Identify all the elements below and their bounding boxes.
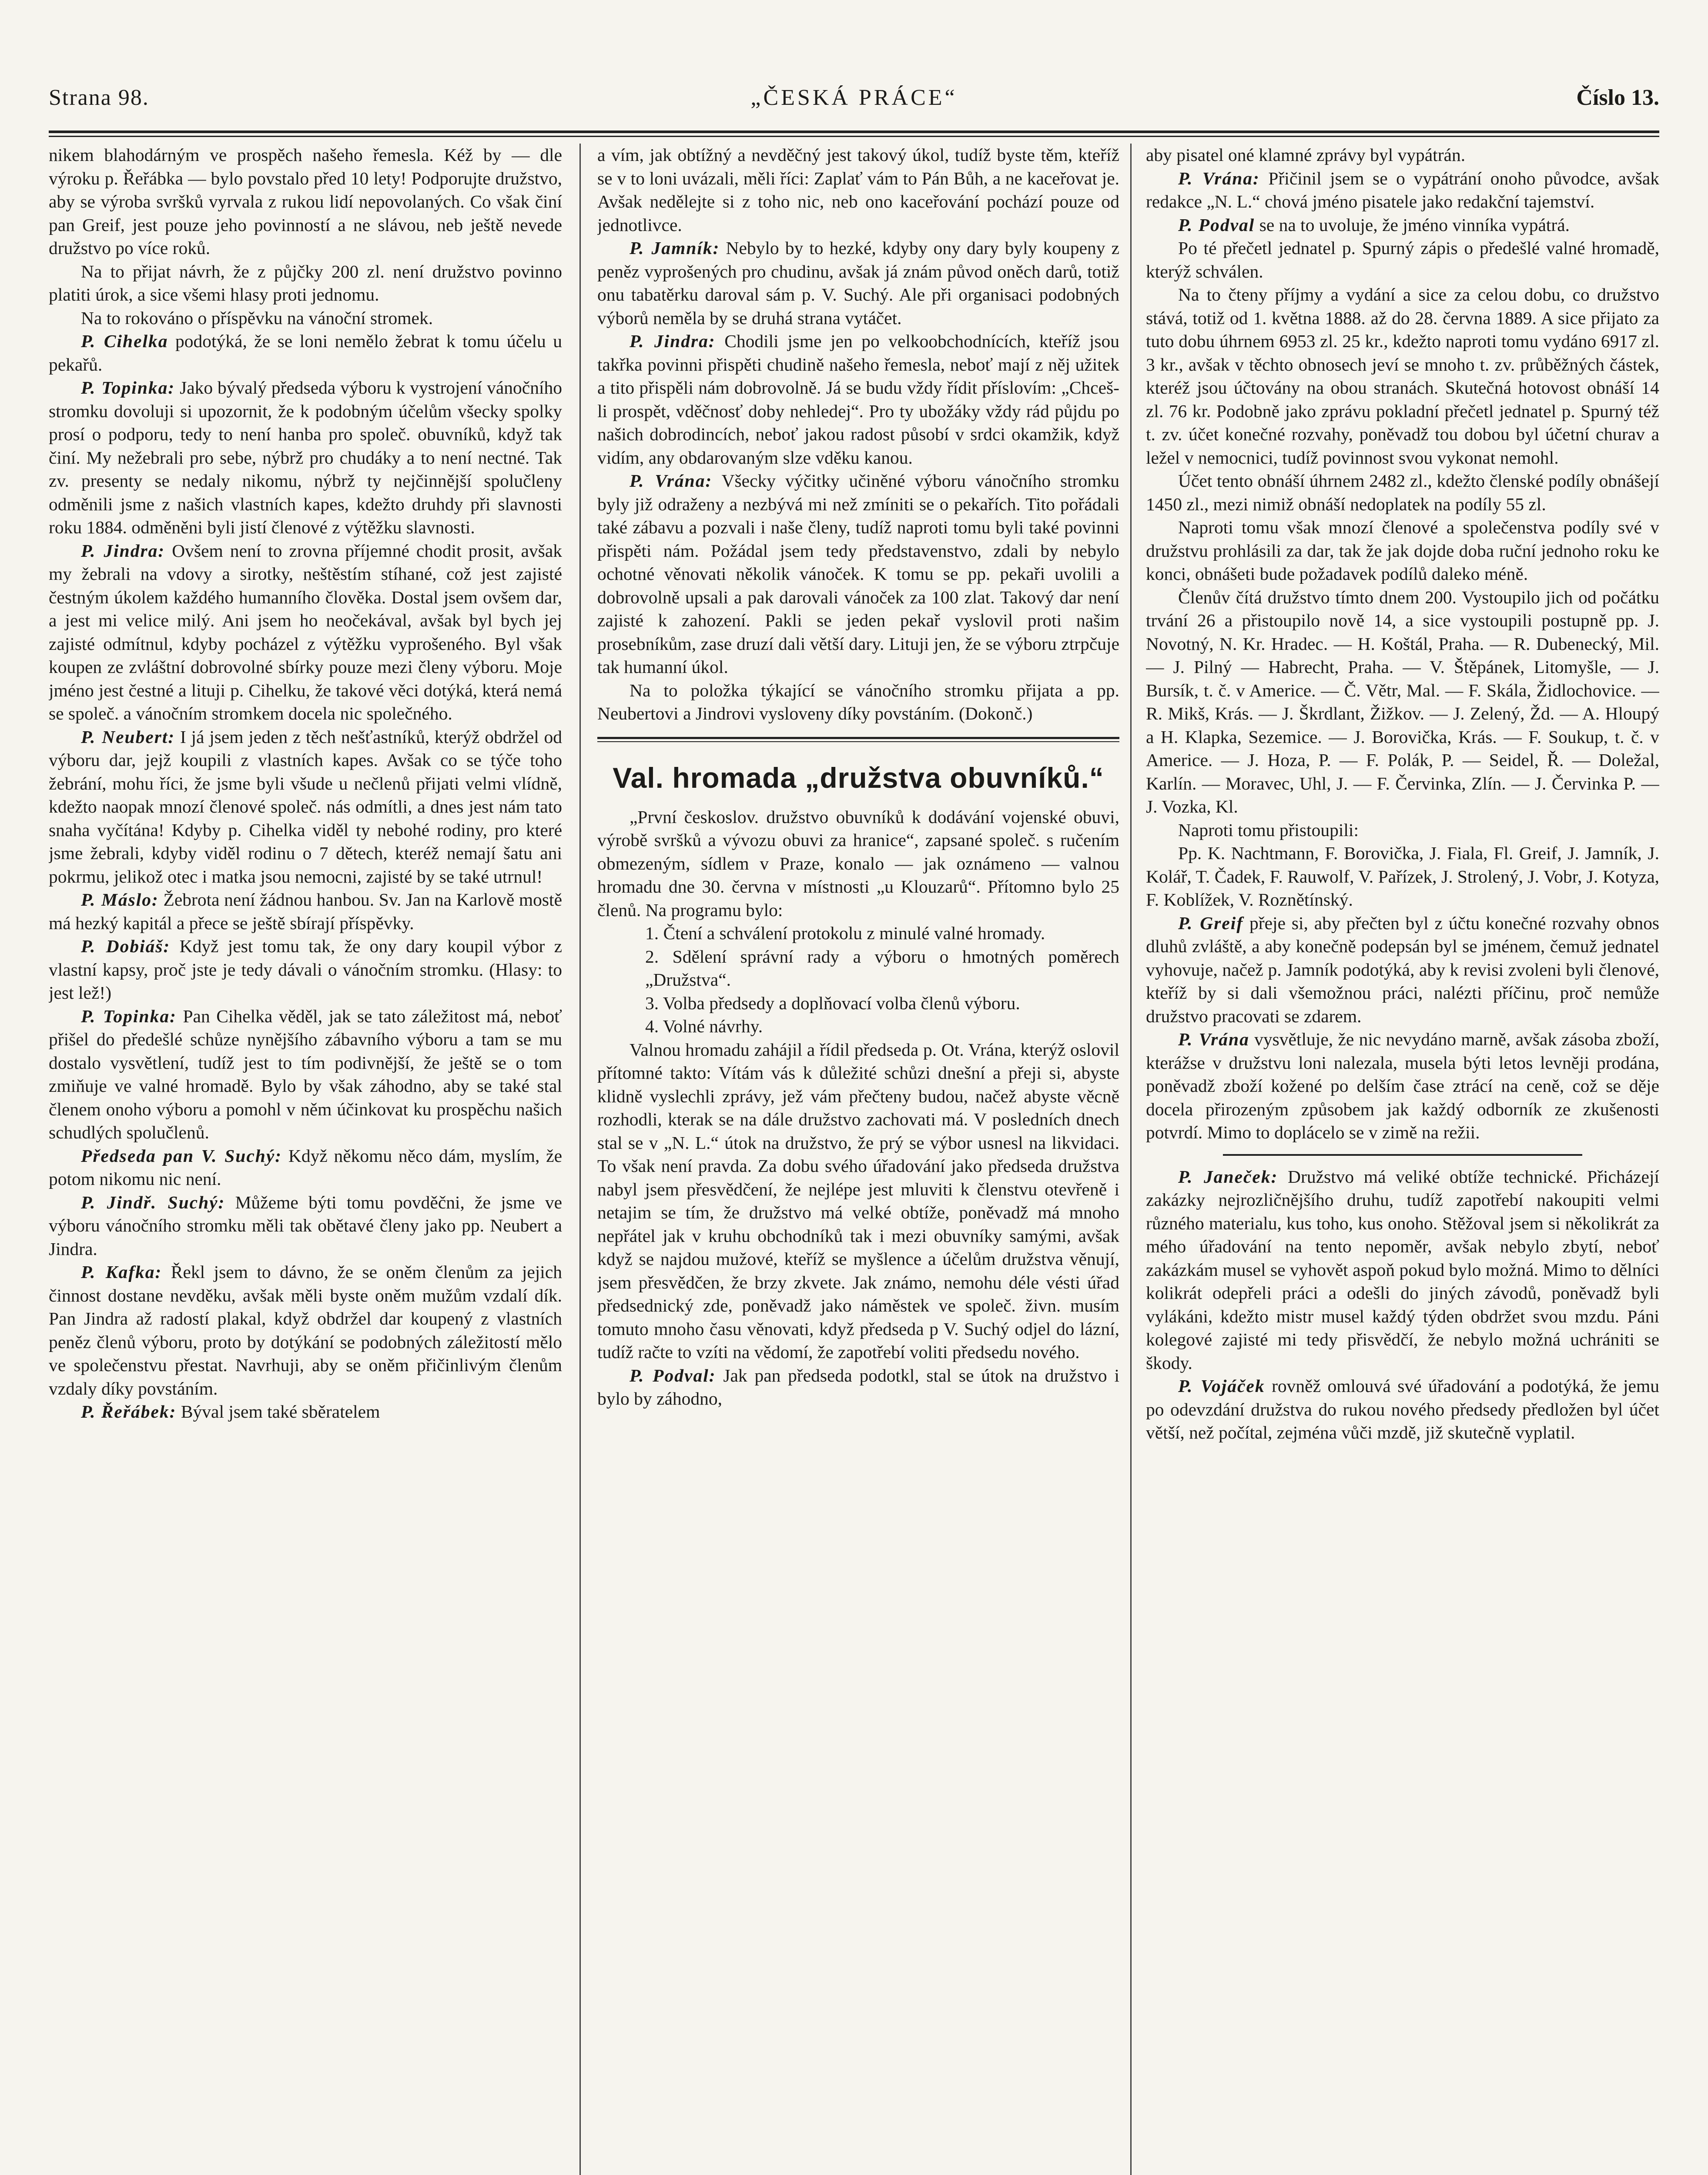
paragraph-text: Jako bývalý předseda výboru k vystrojení vánočního stromku dovoluji si upozornit, že k podobným účelům všecky spolky prosí o podporu, tedy to není hanba pro společ. obuvníků, když tak činí. My nežebrali pro sebe, nýbrž pro chudáky a to není nectné. Tak zv. presenty se nedaly nikomu, nýbrž ty nejčinnější spolučleny odměnili jsme z našich vlastních kapes, kdežto druhdy při slavnosti roku 1884. odměněni byli jistí členové z výtěžku slavnosti.	[49, 378, 562, 537]
column-divider	[1130, 144, 1132, 2175]
paragraph	[1146, 819, 1659, 842]
paragraph	[597, 806, 1119, 922]
speaker-name: P. Vojáček	[1178, 1376, 1265, 1396]
paragraph-text: rovněž omlouvá své úřadování a podotýká, že jemu po odevzdání družstva do rukou nového předsedy předložen byl účet větší, než počítal, zejména vůči mzdě, již skutečně vyplatil.	[1146, 1376, 1659, 1442]
paragraph	[49, 330, 562, 376]
program-item	[597, 922, 1119, 945]
paragraph-text: Na to čteny příjmy a vydání a sice za celou dobu, co družstvo stává, totiž od 1. května 1888. až do 28. června 1889. A sice přijato za tuto dobu úhrnem 6953 zl. 25 kr., kdežto naproti tomu vydáno 6917 zl. 3 kr., avšak v těchto obnosech jeví se mnoho t. zv. průběžných částek, kteréž jsou účtovány na obou stranách. Skutečná hotovost obnáší 14 zl. 76 kr. Podobně jako zprávu pokladní přečetl jednatel p. Spurný též t. zv. účet konečné rozvahy, poněvadž tou dobou byl účetní churav a ležel v nemocnici, tudíž povinnost svou vykonat nemohl.	[1146, 284, 1659, 468]
column-divider	[579, 144, 581, 2175]
column-3	[1146, 144, 1659, 2175]
paragraph	[49, 144, 562, 260]
paragraph-text: Na to přijat návrh, že z půjčky 200 zl. není družstvo povinno platiti úrok, a sice všemi hlasy proti jednomu.	[49, 261, 562, 304]
paragraph-text: vysvětluje, že nic nevydáno marně, avšak zásoba zboží, kterážse v družstvu loni nalezala, musela býti letos levněji prodána, poněvadž zboží kožené po delším čase ztrácí na ceně, což se děje docela přirozeným způsobem jak každý odborník ze zkušenosti potvrdí. Mimo to doplácelo se v zimě na režii.	[1146, 1029, 1659, 1142]
paragraph-text: Po té přečetl jednatel p. Spurný zápis o předešlé valné hromadě, kterýž schválen.	[1146, 238, 1659, 281]
column-3-part-2	[1146, 1165, 1659, 1445]
paragraph	[597, 144, 1119, 237]
paragraph-text: Můžeme býti tomu povděčni, že jsme ve výboru vánočního stromku měli tak obětavé členy jako pp. Neubert a Jindra.	[49, 1192, 562, 1259]
speaker-name: P. Topinka:	[81, 1006, 177, 1026]
paragraph-text: se na to uvoluje, že jméno vinníka vypátrá.	[1259, 214, 1570, 235]
paragraph	[597, 237, 1119, 330]
journal-title: „ČESKÁ PRÁCE“	[750, 85, 958, 110]
speaker-name: P. Podval:	[630, 1365, 716, 1385]
paragraph-text: I já jsem jeden z těch nešťastníků, kterýž obdržel od výboru dar, jejž koupili z vlastních kapes. Avšak co se týče toho žebrání, mohu říci, že jsme byli všude u nečlenů přijati velmi vlídně, kdežto naopak mnozí členové společ. nás odmítli, a dnes jest nám tato snaha vyčítána! Kdyby p. Cihelka viděl ty nebohé rodiny, pro které jsme žebrali, kdyby viděl rodinu o 7 dětech, kteréž nemají šatu ani pokrmu, jelikož otec i matka jsou nemocni, zajisté by se také utrnul!	[49, 726, 562, 887]
paragraph-text: Žebrota není žádnou hanbou. Sv. Jan na Karlově mostě má hezký kapitál a přece se ještě sbírají příspěvky.	[49, 890, 562, 933]
column-2	[597, 144, 1119, 2175]
paragraph-text: Na to položka týkající se vánočního stromku přijata a pp. Neubertovi a Jindrovi vysloveny díky povstáním. (Dokonč.)	[597, 680, 1119, 723]
page-number: Strana 98.	[49, 85, 149, 110]
paragraph	[1146, 912, 1659, 1028]
paragraph	[1146, 283, 1659, 469]
paragraph-text: Družstvo má veliké obtíže technické. Přicházejí zakázky nejrozličnějšího druhu, tudíž zapotřebí nakoupiti velmi různého materialu, kus toho, kus onoho. Stěžoval jsem si několikrát za mého úřadování na tento nepoměr, avšak nebylo zbytí, neboť zakázkám musel se vyhovět aspoň pokud bylo možná. Mimo to dělníci kolikrát odepřeli práci a odešli do jiných závodů, poněvadž byli vylákáni, kdežto mistr musel každý týden obdržet svou mzdu. Páni kolegové zajisté mi tedy přisvědčí, že nebylo možná uchrániti se škody.	[1146, 1166, 1659, 1373]
paragraph-text: Pan Cihelka věděl, jak se tato záležitost má, neboť přišel do předešlé schůze nynějšího zábavního výboru a tam se mu dostalo vysvětlení, tudíž jest to tím podivnější, že ještě se o tom zmiňuje ve valné hromadě. Bylo by však záhodno, aby se také stal členem onoho výboru a pomohl v něm účinkovat ku prospěchu našich schudlých spolučlenů.	[49, 1006, 562, 1142]
paragraph	[49, 726, 562, 889]
paragraph-text: Všecky výčitky učiněné výboru vánočního stromku byly již odraženy a nezbývá mi než zmíniti se o pekařích. Tito pořádali také zábavu a pozvali i naše členy, tudíž naproti tomu byli také povinni přispěti nám. Požádal jsem tedy představenstvo, zdali by nebylo ochotné věnovati několik vánoček. K tomu se pp. pekaři uvolili a dobrovolně upsali a pak darovali vánoček za 100 zlat. Takový dar není zajisté k zahození. Pakli se jeden pekař vyslovil proti našim prosebníkům, zase druzí dali větší dary. Lituji jen, že se výboru ztrpčuje tak humanní úkol.	[597, 471, 1119, 677]
paragraph-text: Naproti tomu však mnozí členové a společenstva podíly své v družstvu prohlásili za dar, tak že jak dojde doba ruční jednoho roku ke konci, obnášeti bude požadavek podílů daleko méně.	[1146, 517, 1659, 584]
paragraph	[597, 1038, 1119, 1364]
paragraph	[49, 1191, 562, 1261]
paragraph-text: přeje si, aby přečten byl z účtu konečné rozvahy obnos dluhů zvláště, a aby konečně podepsán byl se jménem, čemuž jednatel vyhovuje, načež p. Jamník podotýká, aby k revisi zvoleni byli členové, kteříž by si dali všemožnou práci, nalézti příčinu, proč nemůže družstvo pracovati se zdarem.	[1146, 913, 1659, 1026]
paragraph-text: a vím, jak obtížný a nevděčný jest takový úkol, tudíž byste těm, kteříž se v to loni uvázali, měli říci: Zaplať vám to Pán Bůh, a ne kaceřovat je. Avšak nedělejte si z toho nic, neb ono kaceřování pochází pouze od jednotlivce.	[597, 145, 1119, 235]
paragraph-text: 3. Volba předsedy a doplňovací volba členů výboru.	[645, 993, 1020, 1013]
speaker-name: P. Kafka:	[81, 1262, 162, 1282]
paragraph	[49, 376, 562, 539]
paragraph	[49, 307, 562, 330]
paragraph	[1146, 214, 1659, 237]
paragraph-text: Když jest tomu tak, že ony dary koupil výbor z vlastní kapsy, proč jste je tedy dávali o vánočním stromku. (Hlasy: to jest lež!)	[49, 936, 562, 1003]
column-1	[49, 144, 562, 2175]
paragraph	[49, 935, 562, 1005]
speaker-name: P. Jindř. Suchý:	[81, 1192, 225, 1212]
paragraph	[597, 1364, 1119, 1411]
speaker-name: P. Jamník:	[630, 238, 720, 258]
paragraph	[597, 330, 1119, 469]
paragraph-text: Chodili jsme jen po velkoobchodnících, kteříž jsou takřka povinni přispěti chudině našeho řemesla, neboť mají z něj užitek a tito přispěli nám dobrovolně. Já se budu vždy řídit příslovím: „Chceš-li prospět, vděčnosť doby nehledej“. Pro ty ubožáky vždy rád půjdu po našich dobrodincích, neboť jakou radost působí v srdci okamžik, když vidím, any obdarovaným slze vděku kanou.	[597, 331, 1119, 468]
paragraph	[49, 1005, 562, 1144]
paragraph	[1146, 516, 1659, 586]
paragraph	[1146, 842, 1659, 912]
column-3-part-1	[1146, 144, 1659, 1144]
paragraph-text: nikem blahodárným ve prospěch našeho řemesla. Kéž by — dle výroku p. Řeřábka — bylo povstalo před 10 lety! Podporujte družstvo, aby se výroba svršků vyrvala z rukou lidí nepovolaných. Co však činí pan Greif, jest pouze jeho povinností a ne slávou, neb ještě nevede družstvo po více roků.	[49, 145, 562, 258]
paragraph	[49, 1400, 562, 1424]
paragraph	[1146, 1028, 1659, 1144]
article-separator	[597, 737, 1119, 742]
paragraph	[1146, 144, 1659, 167]
paragraph	[49, 888, 562, 935]
paragraph-text: Naproti tomu přistoupili:	[1178, 820, 1359, 840]
paragraph-text: 1. Čtení a schválení protokolu z minulé valné hromady.	[645, 923, 1045, 943]
page-header	[49, 78, 1659, 117]
paragraph-text: Členův čítá družstvo tímto dnem 200. Vystoupilo jich od počátku trvání 26 a přistoupilo nově 14, a sice vystoupili postupně pp. J. Novotný, N. Kr. Hradec. — H. Koštál, Praha. — R. Dubenecký, Mil. — J. Pilný — Habrecht, Praha. — V. Štěpánek, Litomyšle, — J. Bursík, t. č. v Americe. — Č. Větr, Mal. — F. Skála, Židlochovice. — R. Mikš, Krás. — J. Škrdlant, Žižkov. — J. Zelený, Žd. — A. Hloupý a H. Klapka, Sezemice. — J. Borovička, Krás. — F. Soukup, t. č. v Americe. — J. Hoza, P. — F. Polák, P. — Seidel, Ř. — Doležal, Karlín. — Moravec, Uhl, J. — F. Červinka, Zlín. — J. Červinka P. — J. Vozka, Kl.	[1146, 587, 1659, 816]
paragraph-text: aby pisatel oné klamné zprávy byl vypátrán.	[1146, 145, 1466, 165]
article-heading: Val. hromada „družstva obuvníků.“	[613, 761, 1104, 794]
speaker-name: P. Máslo:	[81, 890, 159, 910]
header-rule	[49, 130, 1659, 137]
speaker-name: P. Janeček:	[1178, 1166, 1278, 1187]
paragraph-text: Řekl jsem to dávno, že se oněm členům za jejich činnost dostane nevděku, avšak měli byste oněm mužům vzdalí dík. Pan Jindra až radostí plakal, když obdržel dar koupený z vlastních peněz členů výboru, proto by dotýkání se podobných záležitostí mělo ve společenstvu přestat. Navrhuji, aby se oněm přičinlivým členům vzdaly díky povstáním.	[49, 1262, 562, 1399]
speaker-name: P. Neubert:	[81, 726, 175, 747]
paragraph	[597, 469, 1119, 679]
paragraph	[49, 1144, 562, 1191]
paragraph-text: Ovšem není to zrovna příjemné chodit prosit, avšak my žebrali na vdovy a sirotky, neštěstím stíhané, což jest zajisté čestným úkolem každého humanního člověka. Dostal jsem ovšem dar, a jest mi velice milý. Ani jsem ho neočekával, avšak byl bych jej zajisté odmítnul, kdyby pocházel z výtěžku vyprošeného. Byl však koupen ze zvláštní dobrovolné sbírky pouze mezi členy výboru. Moje jméno jest čestné a lituji p. Cihelku, že takové věci dotýká, která nemá se společ. a vánočním stromkem docela nic společného.	[49, 540, 562, 723]
paragraph-text: Valnou hromadu zahájil a řídil předseda p. Ot. Vrána, kterýž oslovil přítomné takto: Vítám vás k důležité schůzi dnešní a přeji si, abyste klidně vyslechli zprávy, jež vám přečteny budou, načež abyste věcně rozhodli, kterak se na dále družstvo zachovati má. V posledních dnech stal se v „N. L.“ útok na družstvo, že prý se výbor usnesl na likvidaci. To však není pravda. Za dobu svého úřadování jako předseda družstva nabyl jsem přesvědčení, že nejlépe jest mluviti k členstvu otevřeně i netajim se tím, že družstvo má velké obtíže, poněvadž má mnoho nepřátel jak v kruhu obchodníků tak i mezi obuvníky samými, avšak když se najdou mužové, kteříž se myšlence a účelům družstva věnují, jsem přesvědčen, že brzy zkvete. Jak známo, nemohu déle vésti úřad předsednický zde, poněvadž jako náměstek ve společ. živn. musím tomuto mnoho času věnovati, když předseda p V. Suchý odjel do lázní, tudíž račte to vzíti na vědomí, že zapotřebí voliti předsedu nového.	[597, 1039, 1119, 1362]
program-item	[597, 992, 1119, 1015]
paragraph	[1146, 1165, 1659, 1375]
section-rule	[1223, 1154, 1582, 1156]
paragraph	[1146, 586, 1659, 819]
speaker-name: P. Cihelka	[81, 331, 168, 351]
program-item	[597, 1015, 1119, 1038]
paragraph-text: Býval jsem také sběratelem	[181, 1402, 380, 1422]
speaker-name: P. Dobiáš:	[81, 936, 171, 956]
paragraph-text: „První českoslov. družstvo obuvníků k dodávání vojenské obuvi, výrobě svršků a vývozu obuvi za hranice“, zapsané společ. s ručením obmezeným, sídlem v Praze, konalo — jak oznámeno — valnou hromadu dne 30. června v místnosti „u Klouzarů“. Přítomno bylo 25 členů. Na programu bylo:	[597, 806, 1119, 920]
speaker-name: P. Řeřábek:	[81, 1402, 177, 1422]
paragraph	[1146, 469, 1659, 516]
paragraph-text: Přičinil jsem se o vypátrání onoho původce, avšak redakce „N. L.“ chová jméno pisatele jako redakční tajemství.	[1146, 168, 1659, 211]
paragraph-text: 4. Volné návrhy.	[645, 1016, 763, 1036]
speaker-name: P. Greif	[1178, 913, 1244, 933]
speaker-name: P. Podval	[1178, 214, 1255, 235]
paragraph	[1146, 167, 1659, 214]
speaker-name: P. Jindra:	[81, 540, 165, 561]
paragraph-text: Pp. K. Nachtmann, F. Borovička, J. Fiala, Fl. Greif, J. Jamník, J. Kolář, T. Čadek, F. Rauwolf, V. Pařízek, J. Strolený, J. Vobr, J. Kotyza, F. Koblížek, V. Roznětínský.	[1146, 843, 1659, 910]
column-2-new-article	[597, 806, 1119, 1411]
paragraph	[49, 260, 562, 307]
paragraph	[597, 679, 1119, 726]
speaker-name: P. Topinka:	[81, 378, 175, 398]
paragraph	[49, 1261, 562, 1400]
speaker-name: P. Vrána:	[630, 471, 713, 491]
speaker-name: P. Vrána	[1178, 1029, 1249, 1049]
paragraph	[49, 539, 562, 726]
speaker-name: P. Vrána:	[1178, 168, 1260, 188]
column-2-continued-article	[597, 144, 1119, 726]
paragraph-text: Na to rokováno o příspěvku na vánoční stromek.	[81, 308, 433, 328]
paragraph	[1146, 237, 1659, 283]
paragraph-text: Účet tento obnáší úhrnem 2482 zl., kdežto členské podíly obnášejí 1450 zl., mezi nimiž obnáší nedoplatek na podíly 55 zl.	[1146, 471, 1659, 514]
paragraph	[1146, 1375, 1659, 1445]
paragraph-text: Když někomu něco dám, myslím, že potom nikomu nic není.	[49, 1145, 562, 1189]
paragraph-text: podotýká, že se loni nemělo žebrat k tomu účelu u pekařů.	[49, 331, 562, 375]
speaker-name: P. Jindra:	[630, 331, 716, 351]
speaker-name: Předseda pan V. Suchý:	[81, 1145, 282, 1166]
issue-number: Číslo 13.	[1576, 85, 1659, 110]
program-item	[597, 945, 1119, 992]
paragraph-text: Nebylo by to hezké, kdyby ony dary byly koupeny z peněz vyprošených pro chudinu, avšak já znám původ oněch darů, totiž onu tabatěrku daroval sám p. V. Suchý. Ale při organisaci podobných výborů neměla by se druhá strana vytáčet.	[597, 238, 1119, 328]
paragraph-text: Jak pan předseda podotkl, stal se útok na družstvo i bylo by záhodno,	[597, 1365, 1119, 1409]
paragraph-text: 2. Sdělení správní rady a výboru o hmotných poměrech „Družstva“.	[645, 946, 1119, 990]
